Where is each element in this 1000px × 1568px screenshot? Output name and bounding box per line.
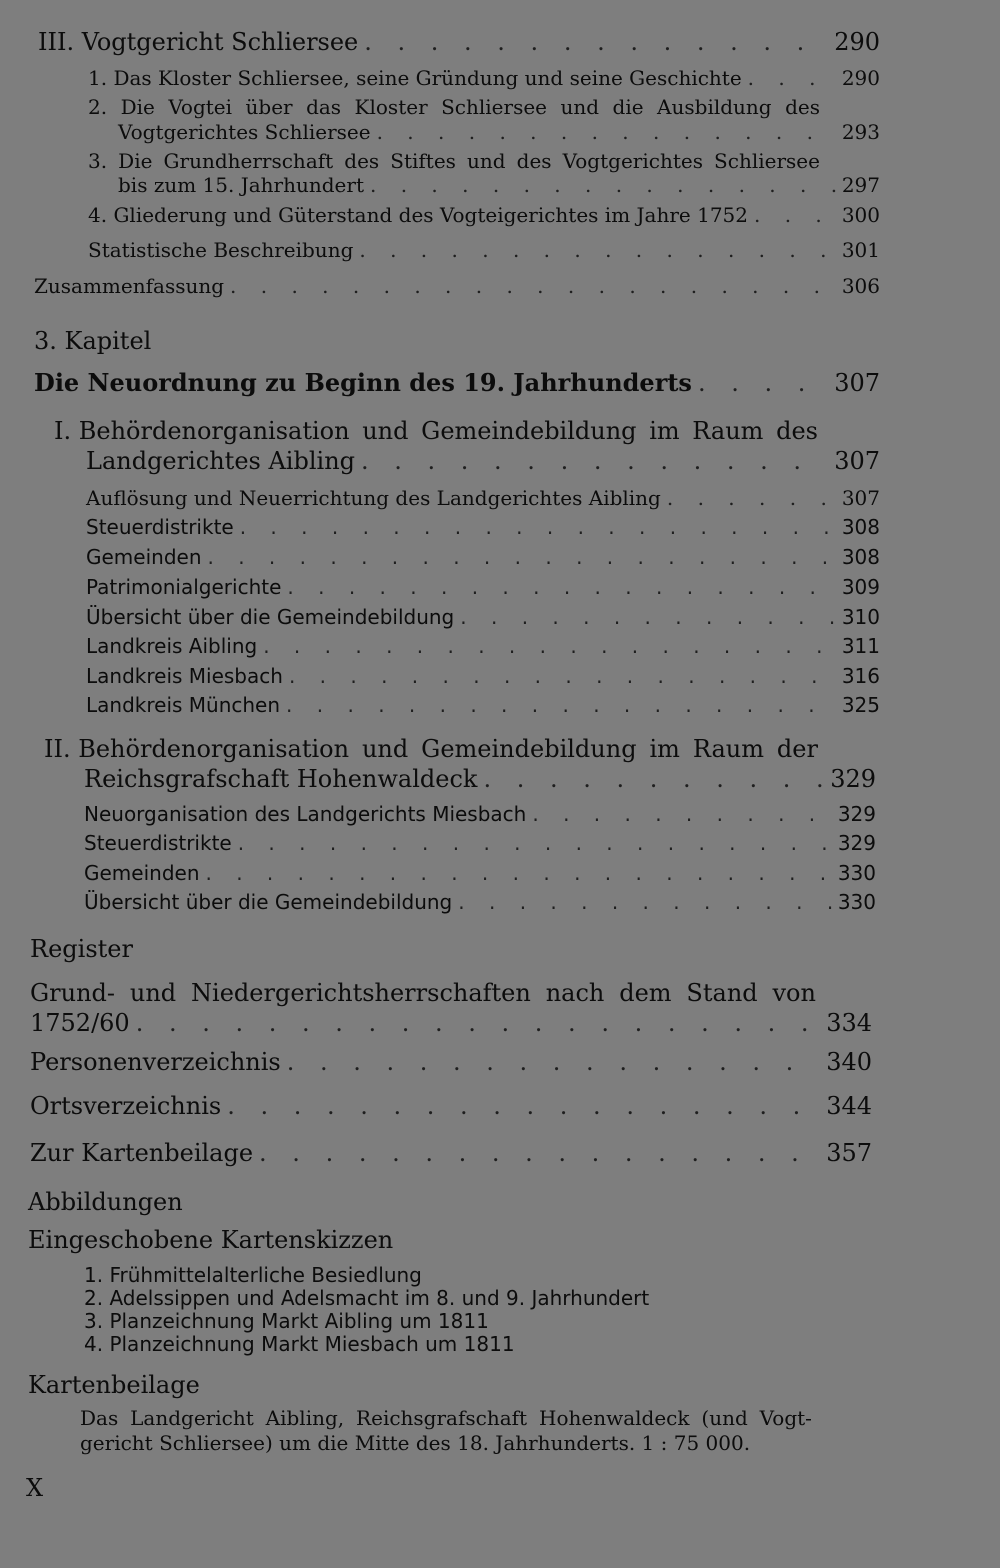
page-ref: 301	[841, 238, 880, 262]
toc-entry	[84, 863, 876, 883]
page-ref: 308	[841, 545, 880, 569]
toc-entry	[86, 547, 880, 567]
page-ref: 310	[841, 605, 880, 629]
page-ref: 334	[826, 1009, 872, 1037]
entry-title: bis zum 15. Jahrhundert	[118, 173, 364, 197]
entry-title: Patrimonialgerichte	[86, 575, 282, 599]
section-i-line: I. Behördenorganisation und Gemeindebildung im Raum des	[54, 417, 818, 445]
toc-entry-grund	[30, 1011, 872, 1035]
entry-title: Vogtgerichtes Schliersee	[118, 120, 371, 144]
toc-entry	[118, 175, 880, 195]
entry-title: Landkreis Aibling	[86, 634, 258, 658]
leader-dots	[458, 892, 832, 912]
toc-entry-personen	[30, 1050, 872, 1074]
leader-dots	[698, 371, 828, 395]
toc-entry-section-i	[86, 449, 880, 473]
kartenbeilage-heading: Kartenbeilage	[28, 1371, 200, 1399]
leader-dots	[754, 205, 836, 225]
entry-title: Neuorganisation des Landgerichts Miesbach	[84, 802, 527, 826]
list-item: 3. Planzeichnung Markt Aibling um 1811	[84, 1309, 489, 1333]
toc-entry	[86, 517, 880, 537]
page-ref: 325	[841, 693, 880, 717]
page-ref: 308	[841, 515, 880, 539]
page-ref: 357	[826, 1139, 872, 1167]
toc-entry	[86, 695, 880, 715]
entry-title: Landkreis München	[86, 693, 281, 717]
page-ref: 330	[837, 890, 876, 914]
leader-dots	[359, 240, 835, 260]
entry-title: 1. Das Kloster Schliersee, seine Gründung und seine Geschichte	[88, 66, 742, 90]
entry-title: Auflösung und Neuerrichtung des Landgerichtes Aibling	[86, 486, 661, 510]
entry-title: 4. Gliederung und Güterstand des Vogteigerichtes im Jahre 1752	[88, 203, 748, 227]
toc-entry-zusammenfassung	[34, 276, 880, 296]
list-item: 2. Adelssippen und Adelsmacht im 8. und 9. Jahrhundert	[84, 1286, 650, 1310]
entry-title: Die Neuordnung zu Beginn des 19. Jahrhunderts	[34, 368, 692, 397]
page-ref: 329	[830, 765, 876, 793]
page-ref: 329	[837, 831, 876, 855]
page-ref: 329	[837, 802, 876, 826]
leader-dots	[748, 68, 836, 88]
toc-entry	[88, 205, 880, 225]
entry-title: 1752/60	[30, 1009, 130, 1037]
leader-dots	[287, 1050, 820, 1074]
page-ref: 306	[841, 274, 880, 298]
page-ref: 293	[841, 120, 880, 144]
entry-title: Personenverzeichnis	[30, 1048, 281, 1076]
page-ref: 307	[834, 369, 880, 397]
entry-title: Gemeinden	[84, 861, 200, 885]
leader-dots	[289, 666, 836, 686]
toc-entry-kartenbeilage-ref	[30, 1141, 872, 1165]
leader-dots	[460, 607, 836, 627]
leader-dots	[377, 122, 836, 142]
toc-entry	[84, 833, 876, 853]
page-ref: 330	[837, 861, 876, 885]
leader-dots	[364, 30, 828, 54]
leader-dots	[230, 276, 836, 296]
kartenbeilage-line: gericht Schliersee) um die Mitte des 18. Jahrhunderts. 1 : 75 000.	[80, 1431, 751, 1455]
abbildungen-subheading: Eingeschobene Kartenskizzen	[28, 1226, 394, 1254]
leader-dots	[370, 175, 836, 195]
list-item: 1. Frühmittelalterliche Besiedlung	[84, 1263, 422, 1287]
leader-dots	[263, 636, 836, 656]
entry-title: Zusammenfassung	[34, 274, 225, 298]
leader-dots	[286, 695, 836, 715]
entry-title: Statistische Beschreibung	[88, 238, 354, 262]
entry-title: Landgerichtes Aibling	[86, 447, 356, 475]
page-ref: 340	[826, 1048, 872, 1076]
page-ref: 344	[826, 1092, 872, 1120]
toc-entry-line: 3. Die Grundherrschaft des Stiftes und des Vogtgerichtes Schliersee	[88, 149, 820, 173]
abbildungen-heading: Abbildungen	[28, 1188, 183, 1216]
toc-entry-line: 2. Die Vogtei über das Kloster Schliersee und die Ausbildung des	[88, 95, 820, 119]
leader-dots	[227, 1094, 820, 1118]
list-item: 4. Planzeichnung Markt Miesbach um 1811	[84, 1332, 515, 1356]
page-ref: 290	[841, 66, 880, 90]
page-ref: 307	[834, 447, 880, 475]
entry-title: III. Vogtgericht Schliersee	[38, 28, 359, 56]
section-ii-line: II. Behördenorganisation und Gemeindebildung im Raum der	[44, 735, 818, 763]
toc-entry	[88, 68, 880, 88]
page-ref: 290	[834, 28, 880, 56]
toc-entry	[86, 607, 880, 627]
toc-entry-section-iii	[38, 30, 880, 54]
register-grund-line: Grund- und Niedergerichtsherrschaften nach dem Stand von	[30, 979, 816, 1007]
leader-dots	[287, 577, 835, 597]
leader-dots	[238, 833, 832, 853]
register-heading: Register	[30, 935, 133, 963]
leader-dots	[208, 547, 836, 567]
leader-dots	[667, 488, 836, 508]
entry-title: Zur Kartenbeilage	[30, 1139, 254, 1167]
entry-title: Landkreis Miesbach	[86, 664, 283, 688]
page-ref: 307	[841, 486, 880, 510]
entry-title: Ortsverzeichnis	[30, 1092, 222, 1120]
toc-entry	[88, 240, 880, 260]
leader-dots	[259, 1141, 820, 1165]
page-ref: 300	[841, 203, 880, 227]
leader-dots	[532, 804, 831, 824]
page-ref: 297	[841, 173, 880, 197]
toc-entry	[86, 577, 880, 597]
leader-dots	[361, 449, 828, 473]
page-number: X	[26, 1474, 44, 1502]
entry-title: Reichsgrafschaft Hohenwaldeck	[84, 765, 478, 793]
page-ref: 309	[841, 575, 880, 599]
page-ref: 316	[841, 664, 880, 688]
chapter-label: 3. Kapitel	[34, 327, 152, 355]
toc-entry	[84, 892, 876, 912]
toc-entry	[86, 488, 880, 508]
toc-entry	[84, 804, 876, 824]
kartenbeilage-line: Das Landgericht Aibling, Reichsgrafschaft Hohenwaldeck (und Vogt-	[80, 1406, 812, 1430]
leader-dots	[206, 863, 832, 883]
page-ref: 311	[841, 634, 880, 658]
entry-title: Gemeinden	[86, 545, 202, 569]
leader-dots	[483, 767, 824, 791]
leader-dots	[136, 1011, 820, 1035]
chapter-title	[34, 368, 880, 397]
entry-title: Steuerdistrikte	[84, 831, 232, 855]
toc-entry-orts	[30, 1094, 872, 1118]
toc-entry	[86, 636, 880, 656]
entry-title: Übersicht über die Gemeindebildung	[84, 890, 453, 914]
toc-entry-section-ii	[84, 767, 876, 791]
entry-title: Übersicht über die Gemeindebildung	[86, 605, 455, 629]
leader-dots	[240, 517, 836, 537]
entry-title: Steuerdistrikte	[86, 515, 234, 539]
toc-entry	[86, 666, 880, 686]
toc-entry	[118, 122, 880, 142]
